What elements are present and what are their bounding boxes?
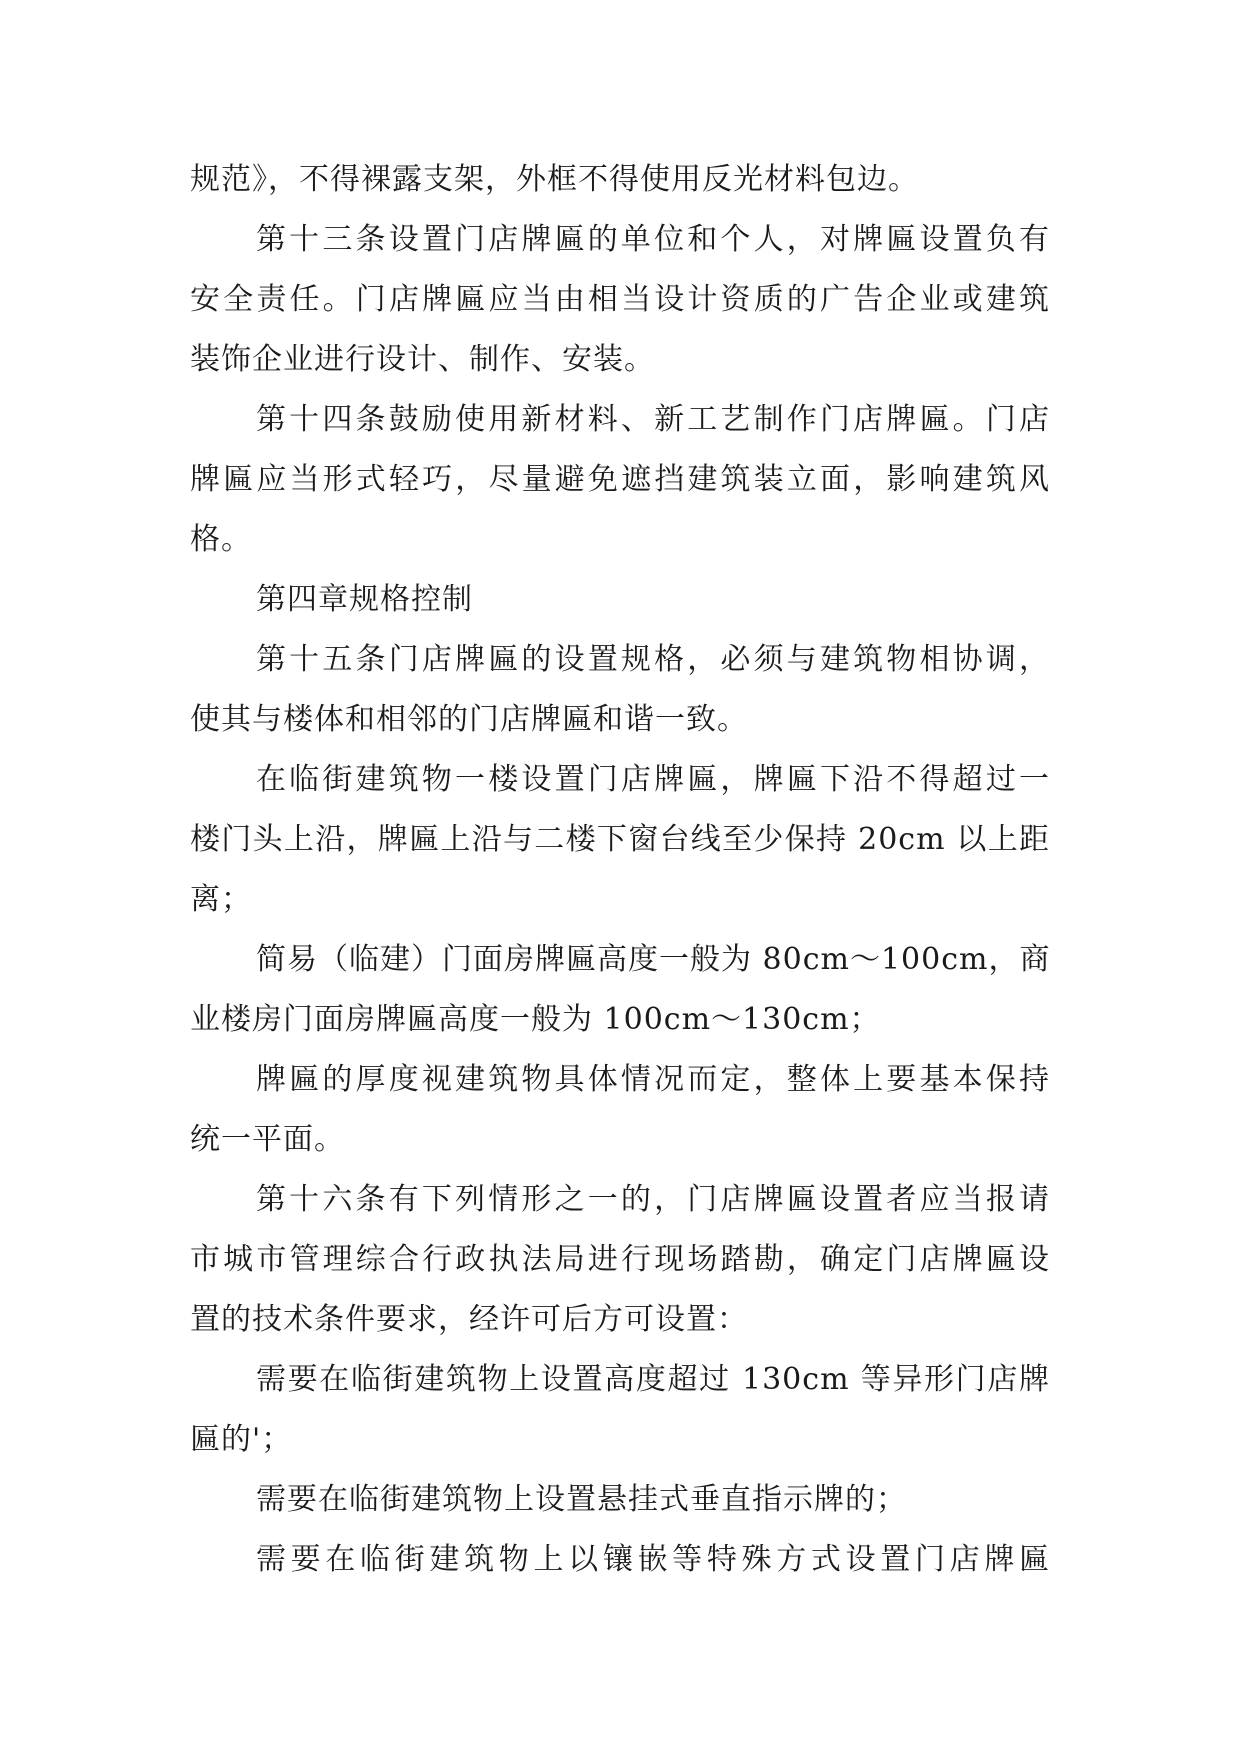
text-line: 牌匾应当形式轻巧，尽量避免遮挡建筑装立面，影响建筑风 xyxy=(190,462,1050,497)
text-line: 统一平面。 xyxy=(190,1122,345,1157)
paragraph-start-line: 需要在临街建筑物上设置悬挂式垂直指示牌的； xyxy=(256,1482,907,1517)
chapter-heading: 第四章规格控制 xyxy=(256,582,473,617)
text-line: 楼门头上沿，牌匾上沿与二楼下窗台线至少保持 20cm 以上距 xyxy=(190,822,1050,857)
text-line: 置的技术条件要求，经许可后方可设置： xyxy=(190,1302,748,1337)
paragraph-start-line: 需要在临街建筑物上以镶嵌等特殊方式设置门店牌匾 xyxy=(256,1542,1050,1577)
text-line: 格。 xyxy=(190,522,252,557)
paragraph-start-line: 第十四条鼓励使用新材料、新工艺制作门店牌匾。门店 xyxy=(256,402,1050,437)
text-line: 离； xyxy=(190,882,252,917)
text-line: 安全责任。门店牌匾应当由相当设计资质的广告企业或建筑 xyxy=(190,282,1050,317)
text-line: 匾的'； xyxy=(190,1422,293,1457)
text-line: 业楼房门面房牌匾高度一般为 100cm～130cm； xyxy=(190,1002,881,1037)
text-line: 规范》，不得裸露支架，外框不得使用反光材料包边。 xyxy=(190,162,919,197)
text-line: 装饰企业进行设计、制作、安装。 xyxy=(190,342,655,377)
paragraph-start-line: 简易（临建）门面房牌匾高度一般为 80cm～100cm，商 xyxy=(256,942,1051,977)
paragraph-start-line: 第十六条有下列情形之一的，门店牌匾设置者应当报请 xyxy=(256,1182,1050,1217)
text-line: 使其与楼体和相邻的门店牌匾和谐一致。 xyxy=(190,702,748,737)
document-body xyxy=(190,150,1050,1590)
paragraph-start-line: 牌匾的厚度视建筑物具体情况而定，整体上要基本保持 xyxy=(256,1062,1050,1097)
paragraph-start-line: 需要在临街建筑物上设置高度超过 130cm 等异形门店牌 xyxy=(256,1362,1050,1397)
paragraph-start-line: 第十五条门店牌匾的设置规格，必须与建筑物相协调， xyxy=(256,642,1050,677)
text-line: 市城市管理综合行政执法局进行现场踏勘，确定门店牌匾设 xyxy=(190,1242,1050,1277)
paragraph-start-line: 第十三条设置门店牌匾的单位和个人，对牌匾设置负有 xyxy=(256,222,1050,257)
paragraph-start-line: 在临街建筑物一楼设置门店牌匾，牌匾下沿不得超过一 xyxy=(256,762,1050,797)
